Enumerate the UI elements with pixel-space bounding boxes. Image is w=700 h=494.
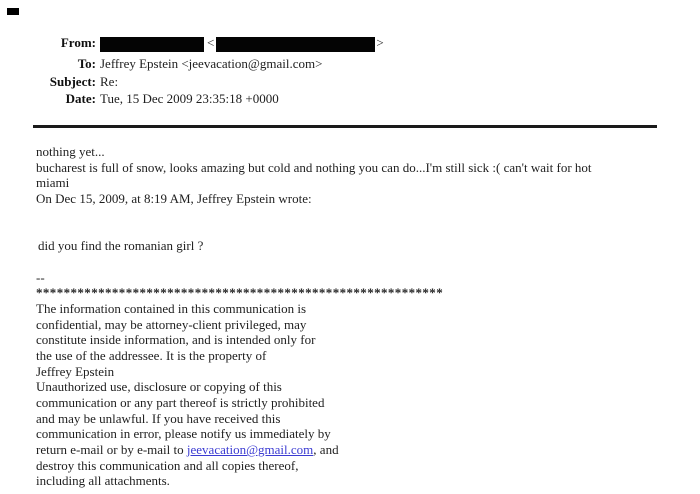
- email-header: [0, 31, 384, 108]
- blank-line: [36, 207, 592, 223]
- body-line: On Dec 15, 2009, at 8:19 AM, Jeffrey Epstein wrote:: [36, 191, 312, 207]
- disclaimer-line: confidential, may be attorney-client privileged, may: [36, 316, 307, 332]
- disclaimer-line: the use of the addressee. It is the property of: [36, 347, 267, 363]
- redaction-bar-sender-email: [216, 37, 375, 52]
- angle-bracket-open: <: [207, 35, 215, 51]
- asterisk-divider: ***********************************************************: [36, 285, 444, 301]
- header-divider: [33, 125, 657, 128]
- link-line-suffix: , and: [313, 442, 339, 458]
- header-row-date: [0, 90, 384, 108]
- disclaimer-line: The information contained in this communication is: [36, 300, 307, 316]
- disclaimer-line: including all attachments.: [36, 473, 170, 489]
- disclaimer-link-line: [36, 442, 592, 458]
- disclaimer-line: destroy this communication and all copies thereof,: [36, 457, 299, 473]
- from-value: [100, 34, 384, 52]
- to-value: Jeffrey Epstein <jeevacation@gmail.com>: [100, 56, 323, 71]
- disclaimer-line: constitute inside information, and is intended only for: [36, 332, 316, 348]
- subject-label: Subject:: [49, 73, 96, 89]
- header-row-subject: [0, 73, 384, 91]
- to-label: To:: [77, 56, 96, 71]
- angle-bracket-close: >: [376, 35, 384, 51]
- disclaimer-line: Jeffrey Epstein: [36, 363, 115, 379]
- blank-line: [36, 222, 592, 238]
- date-value: Tue, 15 Dec 2009 23:35:18 +0000: [100, 91, 279, 106]
- email-body: [36, 144, 592, 489]
- redaction-bar-sender-name: [100, 37, 204, 52]
- link-line-prefix: return e-mail or by e-mail to: [36, 442, 187, 458]
- blank-line: [36, 254, 592, 270]
- disclaimer-line: communication in error, please notify us immediately by: [36, 426, 331, 442]
- header-row-to: [0, 55, 384, 73]
- disclaimer-line: communication or any part thereof is strictly prohibited: [36, 395, 325, 410]
- date-label: Date:: [65, 91, 96, 106]
- from-label: From:: [60, 35, 96, 51]
- disclaimer-line: and may be unlawful. If you have received this: [36, 410, 281, 426]
- subject-value: Re:: [100, 73, 119, 89]
- body-line: bucharest is full of snow, looks amazing but cold and nothing you can do...I'm still sick :( can't wait for hot: [36, 159, 592, 175]
- body-line: nothing yet...: [36, 144, 105, 159]
- quoted-message-line: did you find the romanian girl ?: [38, 238, 204, 254]
- signature-delimiter: --: [36, 269, 45, 285]
- body-line: miami: [36, 175, 70, 191]
- email-link[interactable]: jeevacation@gmail.com: [186, 442, 314, 458]
- scan-artifact: [7, 8, 19, 15]
- disclaimer-line: Unauthorized use, disclosure or copying of this: [36, 379, 282, 395]
- header-row-from: [0, 31, 384, 55]
